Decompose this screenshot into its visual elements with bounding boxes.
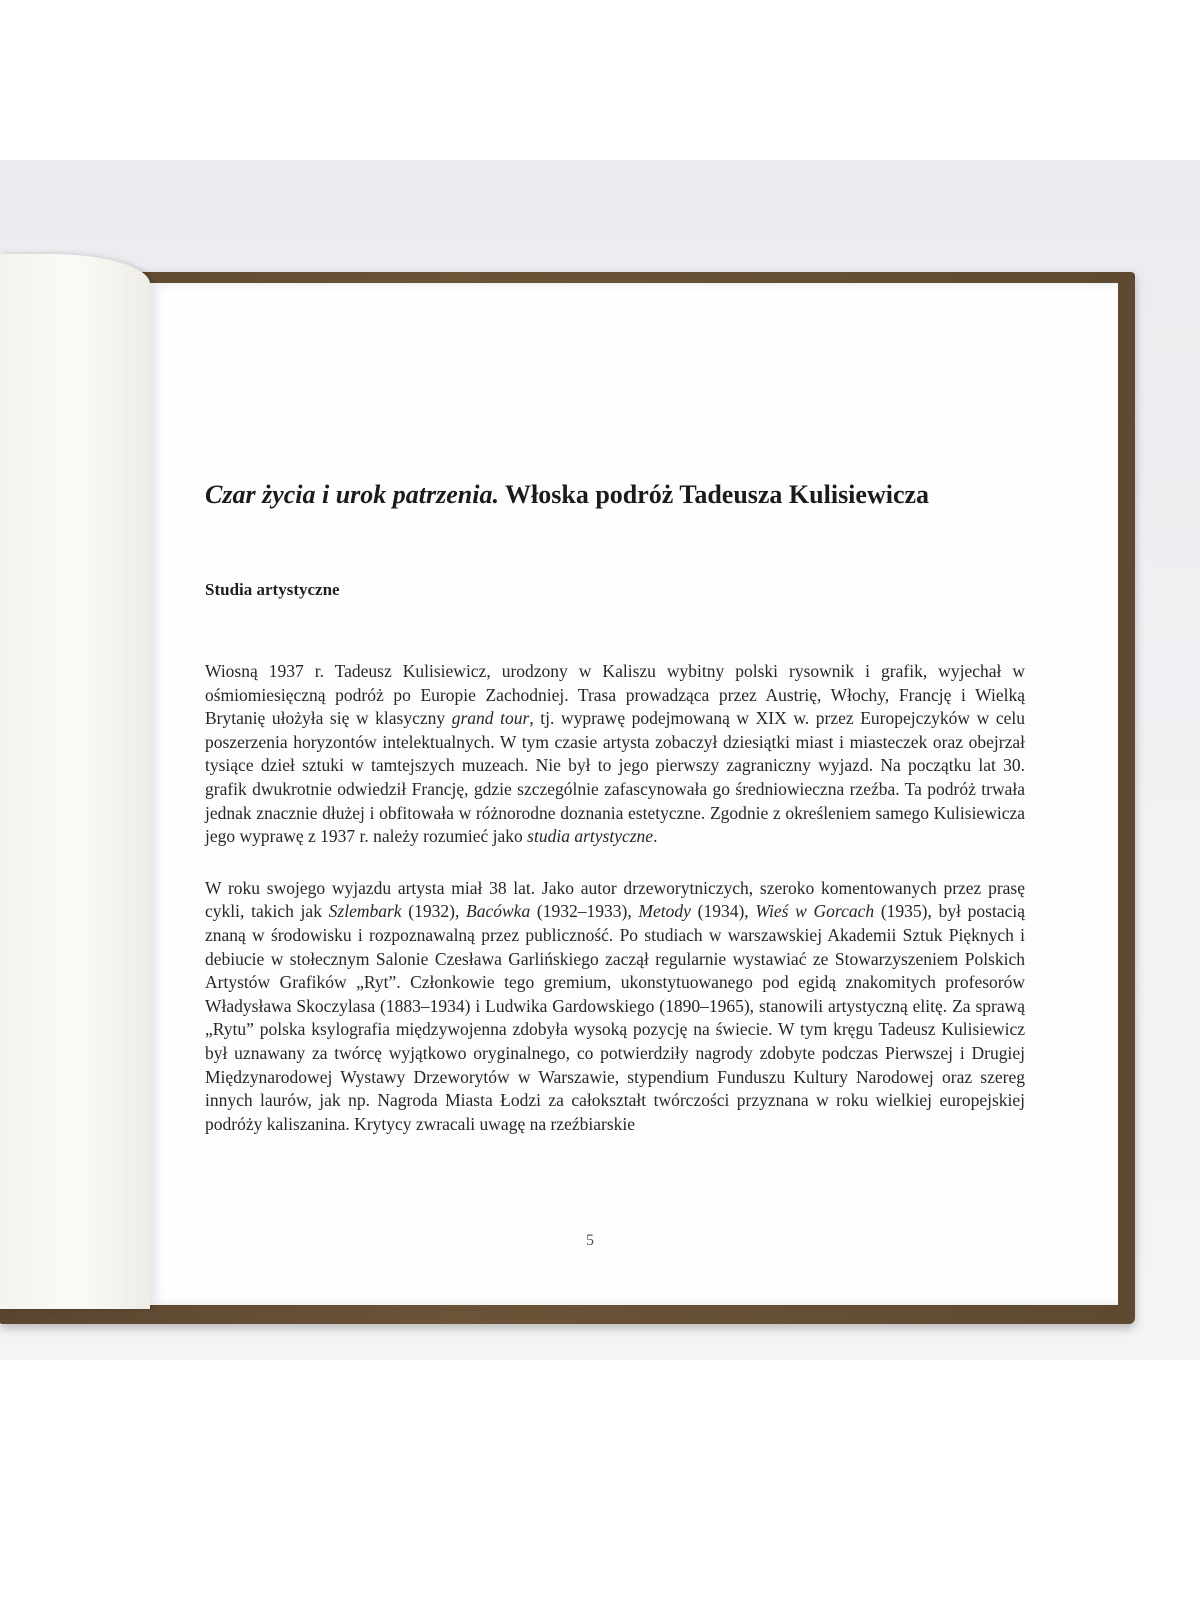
text-run: (1932–1933),	[530, 901, 639, 922]
page-content	[205, 480, 1025, 1136]
page-number-text: 5	[586, 1232, 594, 1249]
page-number	[0, 1232, 1200, 1250]
section-heading: Studia artystyczne	[205, 580, 340, 599]
italic-run: grand tour	[451, 708, 530, 729]
italic-run: Bacówka	[466, 901, 531, 922]
text-run: .	[653, 826, 658, 847]
text-run: , tj. wyprawę podejmowaną w XIX w. przez Europejczyków w celu poszerzenia horyzontów intelektualnych. W tym czasie artysta zobaczył dziesiątki miast i miasteczek oraz obejrzał tysiące dzieł sztuki w tamtejszych muzeach. Nie był to jego pierwszy zagraniczny wyjazd. Na początku lat 30. grafik dwukrotnie odwiedził Francję, gdzie szczególnie zafascynowała go średniowieczna rzeźba. Ta podróż trwała jednak znacznie dłużej i obfitowała w różnorodne doznania estetyczne. Zgodnie z określeniem samego Kulisiewicza jego wyprawę z 1937 r. należy rozumieć jako	[205, 708, 1026, 847]
text-run: W roku swojego wyjazdu artysta miał 38 lat. Jako autor drzeworytniczych, szeroko komentowanych przez prasę cykli, takich jak	[205, 877, 1025, 922]
text-run: (1932),	[401, 901, 467, 922]
paragraph-2	[205, 877, 1025, 1137]
italic-run: Metody	[638, 901, 691, 922]
paragraph-1	[205, 660, 1025, 849]
text-run: (1935), był postacią znaną w środowisku i rozpoznawalną przez publiczność. Po studiach w warszawskiej Akademii Sztuk Pięknych i debiucie w stołecznym Salonie Czesława Garlińskiego zaczął regularnie wystawiać ze Stowarzyszeniem Polskich Artystów Grafików „Ryt”. Członkowie tego gremium, ukonstytuowanego pod egidą znakomitych profesorów Władysława Skoczylasa (1883–1934) i Ludwika Gardowskiego (1890–1965), stanowili artystyczną elitę. Za sprawą „Rytu” polska ksylografia międzywojenna zdobyła wysoką pozycję na świecie. W tym kręgu Tadeusz Kulisiewicz był uznawany za twórcę wyjątkowo oryginalnego, co potwierdziły nagrody zdobyte podczas Pierwszej i Drugiej Międzynarodowej Wystawy Drzeworytów w Warszawie, stypendium Funduszu Kultury Narodowej oraz szereg innych laurów, jak np. Nagroda Miasta Łodzi za całokształt twórczości przyznana w roku wielkiej europejskiej podróży kaliszanina. Krytycy zwracali uwagę na rzeźbiarskie	[205, 901, 1026, 1134]
chapter-title-rest: Włoska podróż Tadeusza Kulisiewicza	[499, 480, 930, 509]
text-run: (1934),	[690, 901, 756, 922]
left-page	[0, 254, 150, 1309]
text-run: Wiosną 1937 r. Tadeusz Kulisiewicz, urodzony w Kaliszu wybitny polski rysownik i grafik, wyjechał w ośmiomiesięczną podróż po Europie Zachodniej. Trasa prowadząca przez Austrię, Włochy, Francję i Wielką Brytanię ułożyła się w klasyczny	[205, 661, 1025, 729]
chapter-title	[205, 480, 1025, 510]
italic-run: Wieś w Gorcach	[755, 901, 875, 922]
italic-run: studia artystyczne	[527, 826, 654, 847]
italic-run: Szlembark	[328, 901, 402, 922]
chapter-title-italic: Czar życia i urok patrzenia.	[205, 480, 499, 509]
